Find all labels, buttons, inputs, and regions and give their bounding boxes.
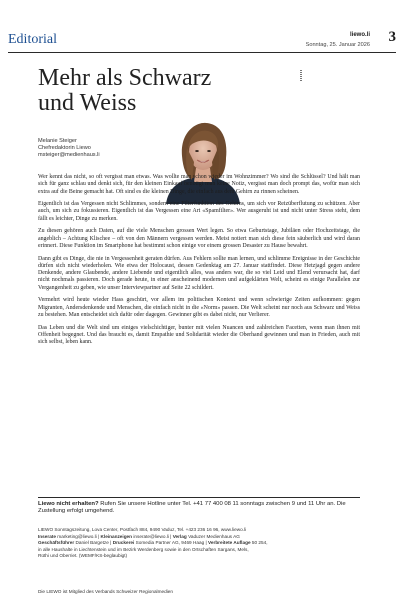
author-byline: [38, 138, 100, 159]
paragraph: Das Leben und die Welt sind um einiges vielschichtiger, bunter mit vielen Nuancen und zahlreichen Facetten, wenn man ihnen mit Offenheit begegnet. Und das braucht es, damit Empathie und Solidarität wieder die Oberhand gewinnen und man in Frieden, auch mit sich selbst, leben kann.: [38, 324, 360, 346]
footer-rule: [38, 497, 360, 498]
membership-note: Die LIEWO ist Mitglied des Verbands Schweizer Regionalmedien: [38, 589, 173, 594]
author-name: Melanie Steiger: [38, 138, 77, 144]
section-title: Editorial: [8, 32, 57, 47]
headline-line-2: und Weiss: [38, 90, 137, 116]
imprint-line: Rüthi und Oberriet. (WEMF/KS-beglaubigt): [38, 553, 128, 559]
imprint: [38, 527, 368, 560]
article-body: [38, 174, 360, 352]
header-rule: [8, 52, 396, 53]
headline-line-1: Mehr als Schwarz: [38, 65, 212, 91]
paragraph: Wer kennt das nicht, so oft vergisst man etwas. Was wollte man schon wieder im Wohnzimmer? Wo sind die Schlüssel? Und hält man sich für ganz schlau und denkt sich, für den kleinen Einkauf benötigt man keine Notiz, vergisst man doch prompt das, wofür man sich extra auf die Beine gemacht hat. Oft sind es die kleinen Dinge, die einfach aus dem Gehirn zu rinnen scheinen.: [38, 174, 360, 195]
paragraph: Eigentlich ist das Vergessen nicht Schlimmes, sondern eine Filterfunktion des Gehirns, um sich vor Reizüberflutung zu schützen. Aber auch, um sich zu fokussieren. Eigentlich ist das Vergessen eine Art «Spamfilter». Wer ausgeruht ist und nicht unter Stress steht, dem fällt es leichter, Dinge zu merken.: [38, 201, 360, 222]
issue-date: Sonntag, 25. Januar 2026: [305, 42, 370, 48]
paragraph: Vermehrt wird heute wieder Hass geschürt, vor allem im politischen Kontext und wenn schwierige Zeiten aufkommen: gegen Migranten, Andersdenkende und Menschen, die einfach nicht in die «Norm» passen. Die Welt scheint nur noch aus Schwarz und Weiss zu bestehen. Man entscheidet sich dafür oder dagegen. Gewinner gibt es dabei nicht, nur Verlierer.: [38, 297, 360, 318]
delivery-hotline: [38, 501, 360, 516]
imprint-line: in alle Haushalte in Liechtenstein und im Bezirk Werdenberg sowie in den Ortschaften Sargans, Mels,: [38, 546, 249, 552]
headline: [38, 66, 238, 116]
author-role: Chefredaktorin Liewo: [38, 145, 91, 151]
imprint-line: Geschäftsführer Daniel Bargetze | Druckerei Somedia Partner AG, 9469 Haag | Verbreitete Auflage 50 254,: [38, 540, 268, 546]
imprint-line: Inserate marketing@liewo.li | Kleinanzeigen inserate@liewo.li | Verlag Vaduzer Medienhaus AG: [38, 533, 240, 539]
hotline-text: Rufen Sie unsere Hotline unter Tel. +41 77 400 08 11 sonntags zwischen 9 und 11 Uhr an. Die Zustellung erfolgt umgehend.: [38, 501, 346, 515]
page-header: [8, 30, 396, 52]
paragraph: Dann gibt es Dinge, die nie in Vergessenheit geraten dürfen. Aus Fehlern sollte man lernen, und schlimme Ereignisse in der Geschichte dürfen sich nicht wiederholen. Wie etwa der Holocaust, dessen Gedenktag am 27. Januar stattfindet. Diese Hetzjagd gegen andere Denkende, andere Glaubende, andere Liebende und eigentlich alles, was anders war, die so viel Leid und Elend verursacht hat, darf nicht nochmals passieren. Doch gerade heute, in einer anscheinend modernen und aufgeklärten Welt, scheint es einige Parallelen zur Vergangenheit zu geben, wie unser Interviewpartner auf Seite 22 schildert.: [38, 255, 360, 291]
paragraph: Zu diesen gehören auch Daten, auf die viele Menschen grossen Wert legen. So etwa Geburtstage, Jubiläen oder Hochzeitstage, die angeblich – Achtung Klischee – oft von den Männern vergessen werden. Meist notiert man sich diese fein säuberlich und wird daran erinnert. Diese Funktion im Smartphone hat bestimmt schon einige vor einem grossen Desaster zu Hause bewahrt.: [38, 228, 360, 249]
page-number: 3: [388, 29, 396, 45]
brand-name: liewo.li: [349, 32, 370, 38]
hotline-heading: Liewo nicht erhalten?: [38, 501, 99, 507]
imprint-line: LIEWO Sonntagszeitung, Lova Center, Postfach 884, 9490 Vaduz, Tel. +423 236 16 96, www.liewo.li: [38, 527, 247, 532]
author-email[interactable]: msteiger@medienhaus.li: [38, 152, 100, 158]
decorative-ticks: [300, 70, 302, 82]
